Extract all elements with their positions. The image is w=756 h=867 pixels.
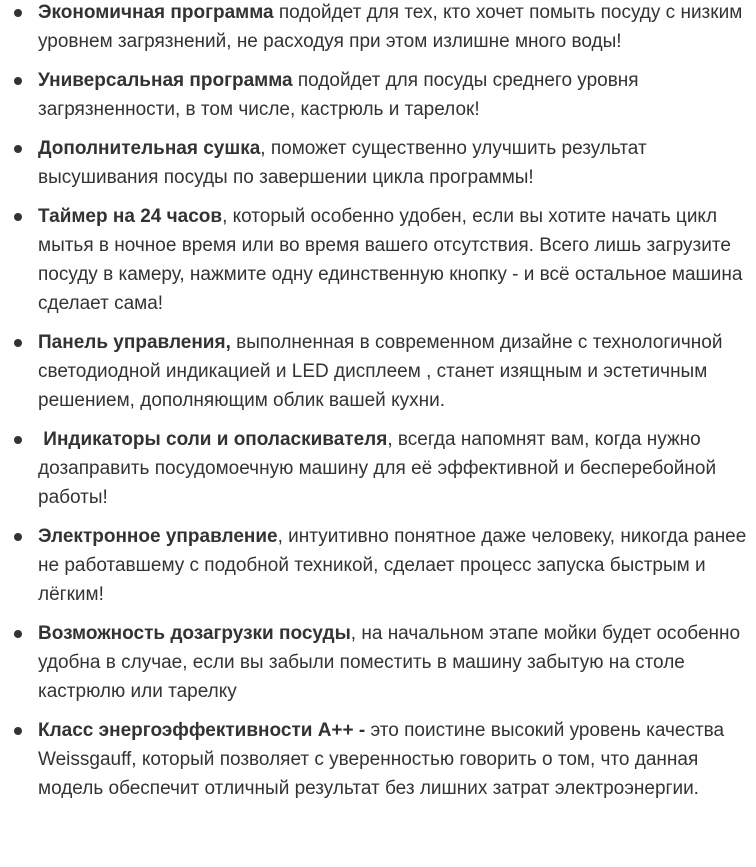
feature-item-control-panel (0, 328, 756, 415)
feature-title: Дополнительная сушка (38, 138, 261, 159)
bullet-icon (14, 145, 22, 153)
bullet-icon (14, 727, 22, 735)
feature-text: подойдет для посуды среднего уровня загрязненности, в том числе, кастрюль и тарелок! (38, 70, 639, 120)
feature-text: это поистине высокий уровень качества Weissgauff, который позволяет с уверенностью говорить о том, что данная модель обеспечит отличный результат без лишних затрат электроэнергии. (38, 720, 725, 799)
bullet-icon (14, 213, 22, 221)
feature-item-extra-drying (0, 134, 756, 192)
feature-text: , поможет существенно улучшить результат высушивания посуды по завершении цикла программы! (38, 138, 647, 188)
feature-item-timer (0, 202, 756, 318)
feature-title: Экономичная программа (38, 2, 274, 23)
feature-text: , интуитивно понятное даже человеку, никогда ранее не работавшему с подобной техникой, сделает процесс запуска быстрым и лёгким! (38, 526, 747, 605)
bullet-icon (14, 9, 22, 17)
feature-item-electronic-control (0, 522, 756, 609)
feature-title: Универсальная программа (38, 70, 293, 91)
feature-title: Индикаторы соли и ополаскивателя (38, 429, 388, 450)
bullet-icon (14, 77, 22, 85)
feature-title: Панель управления, (38, 332, 231, 353)
feature-title: Электронное управление (38, 526, 278, 547)
feature-title: Класс энергоэффективности А++ - (38, 720, 371, 741)
bullet-icon (14, 339, 22, 347)
feature-item-energy-class (0, 716, 756, 803)
feature-item-universal-program (0, 66, 756, 124)
feature-text: подойдет для тех, кто хочет помыть посуду с низким уровнем загрязнений, не расходуя при этом излишне много воды! (38, 2, 743, 52)
bullet-icon (14, 436, 22, 444)
feature-item-reload-dishes (0, 619, 756, 706)
bullet-icon (14, 533, 22, 541)
feature-title: Возможность дозагрузки посуды (38, 623, 351, 644)
feature-item-salt-rinse-indicators (0, 425, 756, 512)
feature-text: , который особенно удобен, если вы хотите начать цикл мытья в ночное время или во время вашего отсутствия. Всего лишь загрузите посуду в камеру, нажмите одну единственную кнопку - и всё остальное машина сделает сама! (38, 206, 743, 314)
feature-text: выполненная в современном дизайне с технологичной светодиодной индикацией и LED дисплеем , станет изящным и эстетичным решением, дополняющим облик вашей кухни. (38, 332, 723, 411)
feature-item-economy-program (0, 0, 756, 56)
bullet-icon (14, 630, 22, 638)
feature-title: Таймер на 24 часов (38, 206, 223, 227)
feature-text: , всегда напомнят вам, когда нужно дозаправить посудомоечную машину для её эффективной и бесперебойной работы! (38, 429, 717, 508)
feature-text: , на начальном этапе мойки будет особенно удобна в случае, если вы забыли поместить в машину забытую на столе кастрюлю или тарелку (38, 623, 741, 702)
